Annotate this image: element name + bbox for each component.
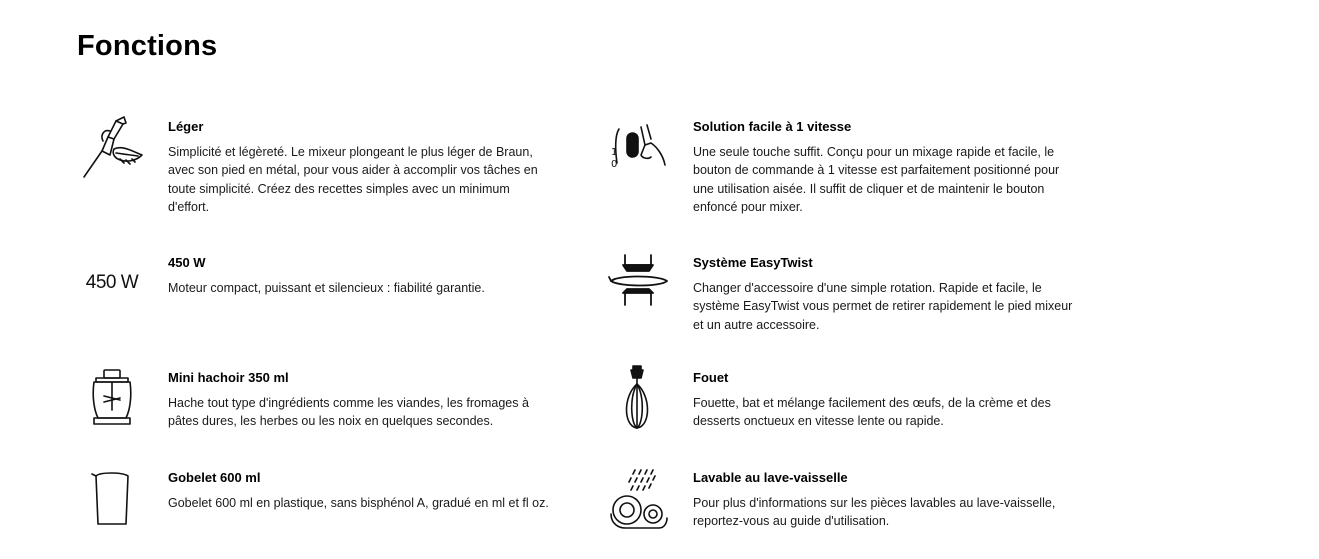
- dishwasher-safe-icon: [601, 462, 673, 534]
- feature-description: Pour plus d'informations sur les pièces lavables au lave-vaisselle, reportez-vous au guide d'utilisation.: [693, 496, 1056, 529]
- feature-description: Simplicité et légèreté. Le mixeur plongeant le plus léger de Braun, avec son pied en métal, pour vous aider à accomplir vos tâches en toute simplicité. Créez des recettes simples avec un minimum d'effort.: [168, 145, 538, 214]
- svg-text:0: 0: [611, 159, 618, 170]
- feature-description: Fouette, bat et mélange facilement des œufs, de la crème et des desserts onctueux en vitesse lente ou rapide.: [693, 396, 1051, 429]
- feature-description: Changer d'accessoire d'une simple rotation. Rapide et facile, le système EasyTwist vous permet de retirer rapidement le pied mixeur et un autre accessoire.: [693, 281, 1073, 332]
- feature-title: Fouet: [693, 370, 729, 385]
- hand-blender-feather-icon: [76, 111, 148, 183]
- feature-whisk: [693, 370, 1113, 431]
- feature-title: Système EasyTwist: [693, 255, 813, 270]
- feature-wattage: [85, 255, 588, 297]
- one-speed-button-icon: [601, 111, 673, 183]
- feature-easytwist: [693, 255, 1113, 334]
- wattage-icon-label: 450 W: [85, 272, 139, 293]
- feature-mini-chopper: [168, 370, 588, 431]
- feature-description: Une seule touche suffit. Conçu pour un mixage rapide et facile, le bouton de commande à 1 vitesse est parfaitement positionné pour une utilisation aisée. Il suffit de cliquer et de maintenir le bouton enfoncé pour mixer.: [693, 145, 1060, 214]
- feature-description: Gobelet 600 ml en plastique, sans bisphénol A, gradué en ml et fl oz.: [168, 496, 549, 510]
- feature-dishwasher-safe: [693, 470, 1113, 531]
- feature-title: Lavable au lave-vaisselle: [693, 470, 848, 485]
- page-title: Fonctions: [77, 30, 218, 62]
- whisk-icon: [601, 362, 673, 434]
- feature-one-speed: [611, 119, 1113, 216]
- svg-text:1: 1: [611, 147, 618, 158]
- feature-title: Mini hachoir 350 ml: [168, 370, 289, 385]
- feature-light: [168, 119, 588, 216]
- feature-title: Gobelet 600 ml: [168, 470, 261, 485]
- wattage-text-icon: [76, 247, 148, 319]
- mini-chopper-icon: [76, 362, 148, 434]
- feature-description: Moteur compact, puissant et silencieux : fiabilité garantie.: [168, 281, 485, 295]
- beaker-icon: [76, 462, 148, 534]
- feature-title: 450 W: [168, 255, 206, 270]
- feature-title: Léger: [168, 119, 204, 134]
- feature-title: Solution facile à 1 vitesse: [693, 119, 852, 134]
- feature-beaker: [168, 470, 588, 512]
- easytwist-rotation-icon: [601, 247, 673, 319]
- feature-description: Hache tout type d'ingrédients comme les viandes, les fromages à pâtes dures, les herbes ou les noix en quelques secondes.: [168, 396, 529, 429]
